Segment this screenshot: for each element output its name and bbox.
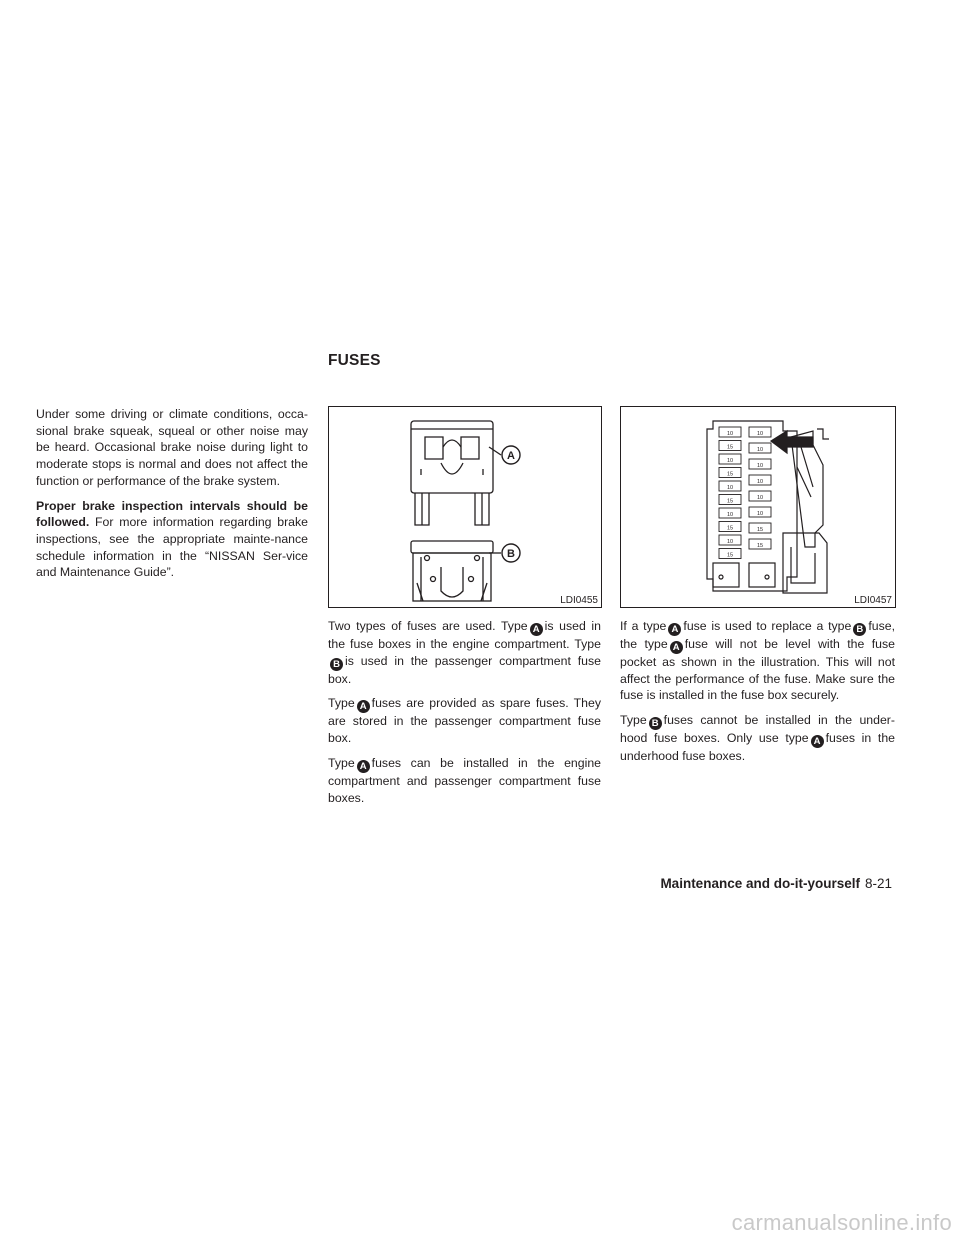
fuse-cell-label: 10 bbox=[756, 479, 764, 485]
brake-inspection-paragraph bbox=[36, 498, 308, 582]
install-text-1: Type bbox=[328, 755, 355, 770]
replace-text-2: fuse is used to replace a type bbox=[683, 619, 852, 633]
type-a-callout-icon: A bbox=[670, 641, 683, 654]
figure-code-ldi0455: LDI0455 bbox=[560, 595, 598, 606]
fuse-cell-label: 15 bbox=[726, 525, 734, 532]
type-a-callout-icon: A bbox=[668, 623, 681, 636]
underhood-text-1: Type bbox=[620, 713, 647, 728]
fuse-box-figure bbox=[620, 406, 896, 608]
fuse-cell-label: 15 bbox=[726, 498, 734, 505]
type-b-callout-icon: B bbox=[330, 658, 343, 671]
fuse-cell-label: 10 bbox=[726, 485, 734, 491]
fuse-cell-label: 15 bbox=[756, 543, 764, 549]
middle-column bbox=[328, 618, 601, 814]
fuse-cell-label: 10 bbox=[726, 512, 734, 518]
fuse-cell-label: 15 bbox=[726, 444, 734, 451]
fuse-cell-label: 10 bbox=[726, 539, 734, 545]
type-a-callout-icon: A bbox=[811, 735, 824, 748]
figure-code-ldi0457: LDI0457 bbox=[854, 595, 892, 606]
underhood-text-2: fuses cannot be installed in the under-hood fuse boxes. Only use type bbox=[620, 713, 895, 746]
page-number: 8-21 bbox=[864, 876, 892, 891]
underhood-paragraph bbox=[620, 712, 895, 765]
fuse-b-callout: B bbox=[507, 548, 515, 560]
brake-inspection-text: For more information regarding brake inspections, see the appropriate mainte-nance schedule information in the “NISSAN Ser-vice and Maintenance Guide”. bbox=[36, 515, 308, 580]
fuse-types-text-3: is used in the passenger compartment fuse box. bbox=[328, 653, 601, 686]
fuse-box-illustration bbox=[621, 407, 895, 607]
left-column bbox=[36, 406, 308, 589]
type-b-callout-icon: B bbox=[853, 623, 866, 636]
type-a-callout-icon: A bbox=[357, 700, 370, 713]
fuse-types-text-2: is used in the fuse boxes in the engine compartment. Type bbox=[328, 619, 601, 651]
fuse-cell-label: 10 bbox=[756, 495, 764, 501]
section-title: FUSES bbox=[328, 352, 381, 369]
spare-fuses-paragraph bbox=[328, 695, 601, 746]
fuse-cell-label: 10 bbox=[756, 447, 764, 453]
fuse-cells bbox=[719, 427, 771, 559]
fuse-types-text-1: Two types of fuses are used. Type bbox=[328, 619, 528, 633]
replace-text-4: fuse will not be level with the fuse pocket as shown in the illustration. This will not affect the performance of the fuse. Make sure the fuse is installed in the fuse box securely. bbox=[620, 637, 895, 703]
replace-paragraph bbox=[620, 618, 895, 704]
type-a-callout-icon: A bbox=[530, 623, 543, 636]
fuse-cell-label: 10 bbox=[756, 431, 764, 437]
page-footer bbox=[660, 876, 892, 891]
install-paragraph bbox=[328, 755, 601, 806]
spare-fuses-text-1: Type bbox=[328, 696, 355, 711]
fuse-types-illustration bbox=[329, 407, 601, 607]
fuse-a-callout: A bbox=[507, 450, 515, 462]
install-text-2: fuses can be installed in the engine compartment and passenger compartment fuse boxes. bbox=[328, 755, 601, 805]
brake-noise-paragraph: Under some driving or climate conditions, occa-sional brake squeak, squeal or other noise may be heard. Occasional brake noise during light to moderate stops is normal and does not affect the function or performance of the brake system. bbox=[36, 407, 308, 488]
underhood-text-3: fuses in the underhood fuse boxes. bbox=[620, 731, 896, 764]
fuse-types-figure bbox=[328, 406, 602, 608]
brake-inspection-bold: Proper brake inspection intervals should be followed. bbox=[36, 498, 308, 530]
replace-text-3: fuse, the type bbox=[620, 619, 895, 651]
fuse-cell-label: 15 bbox=[726, 552, 734, 559]
type-b-callout-icon: B bbox=[649, 717, 662, 730]
fuse-cell-label: 10 bbox=[756, 463, 764, 469]
type-a-callout-icon: A bbox=[357, 760, 370, 773]
fuse-cell-label: 15 bbox=[756, 527, 764, 533]
fuse-cell-label: 15 bbox=[726, 471, 734, 478]
fuse-cell-label: 10 bbox=[726, 431, 734, 437]
fuse-types-paragraph bbox=[328, 618, 601, 687]
spare-fuses-text-2: fuses are provided as spare fuses. They are stored in the passenger compartment fuse box. bbox=[328, 696, 601, 746]
fuse-cell-label: 10 bbox=[726, 458, 734, 464]
chapter-title: Maintenance and do-it-yourself bbox=[660, 876, 860, 891]
watermark: carmanualsonline.info bbox=[731, 1210, 952, 1235]
right-column bbox=[620, 618, 895, 773]
replace-text-1: If a type bbox=[620, 619, 667, 633]
fuse-cell-label: 10 bbox=[756, 511, 764, 517]
